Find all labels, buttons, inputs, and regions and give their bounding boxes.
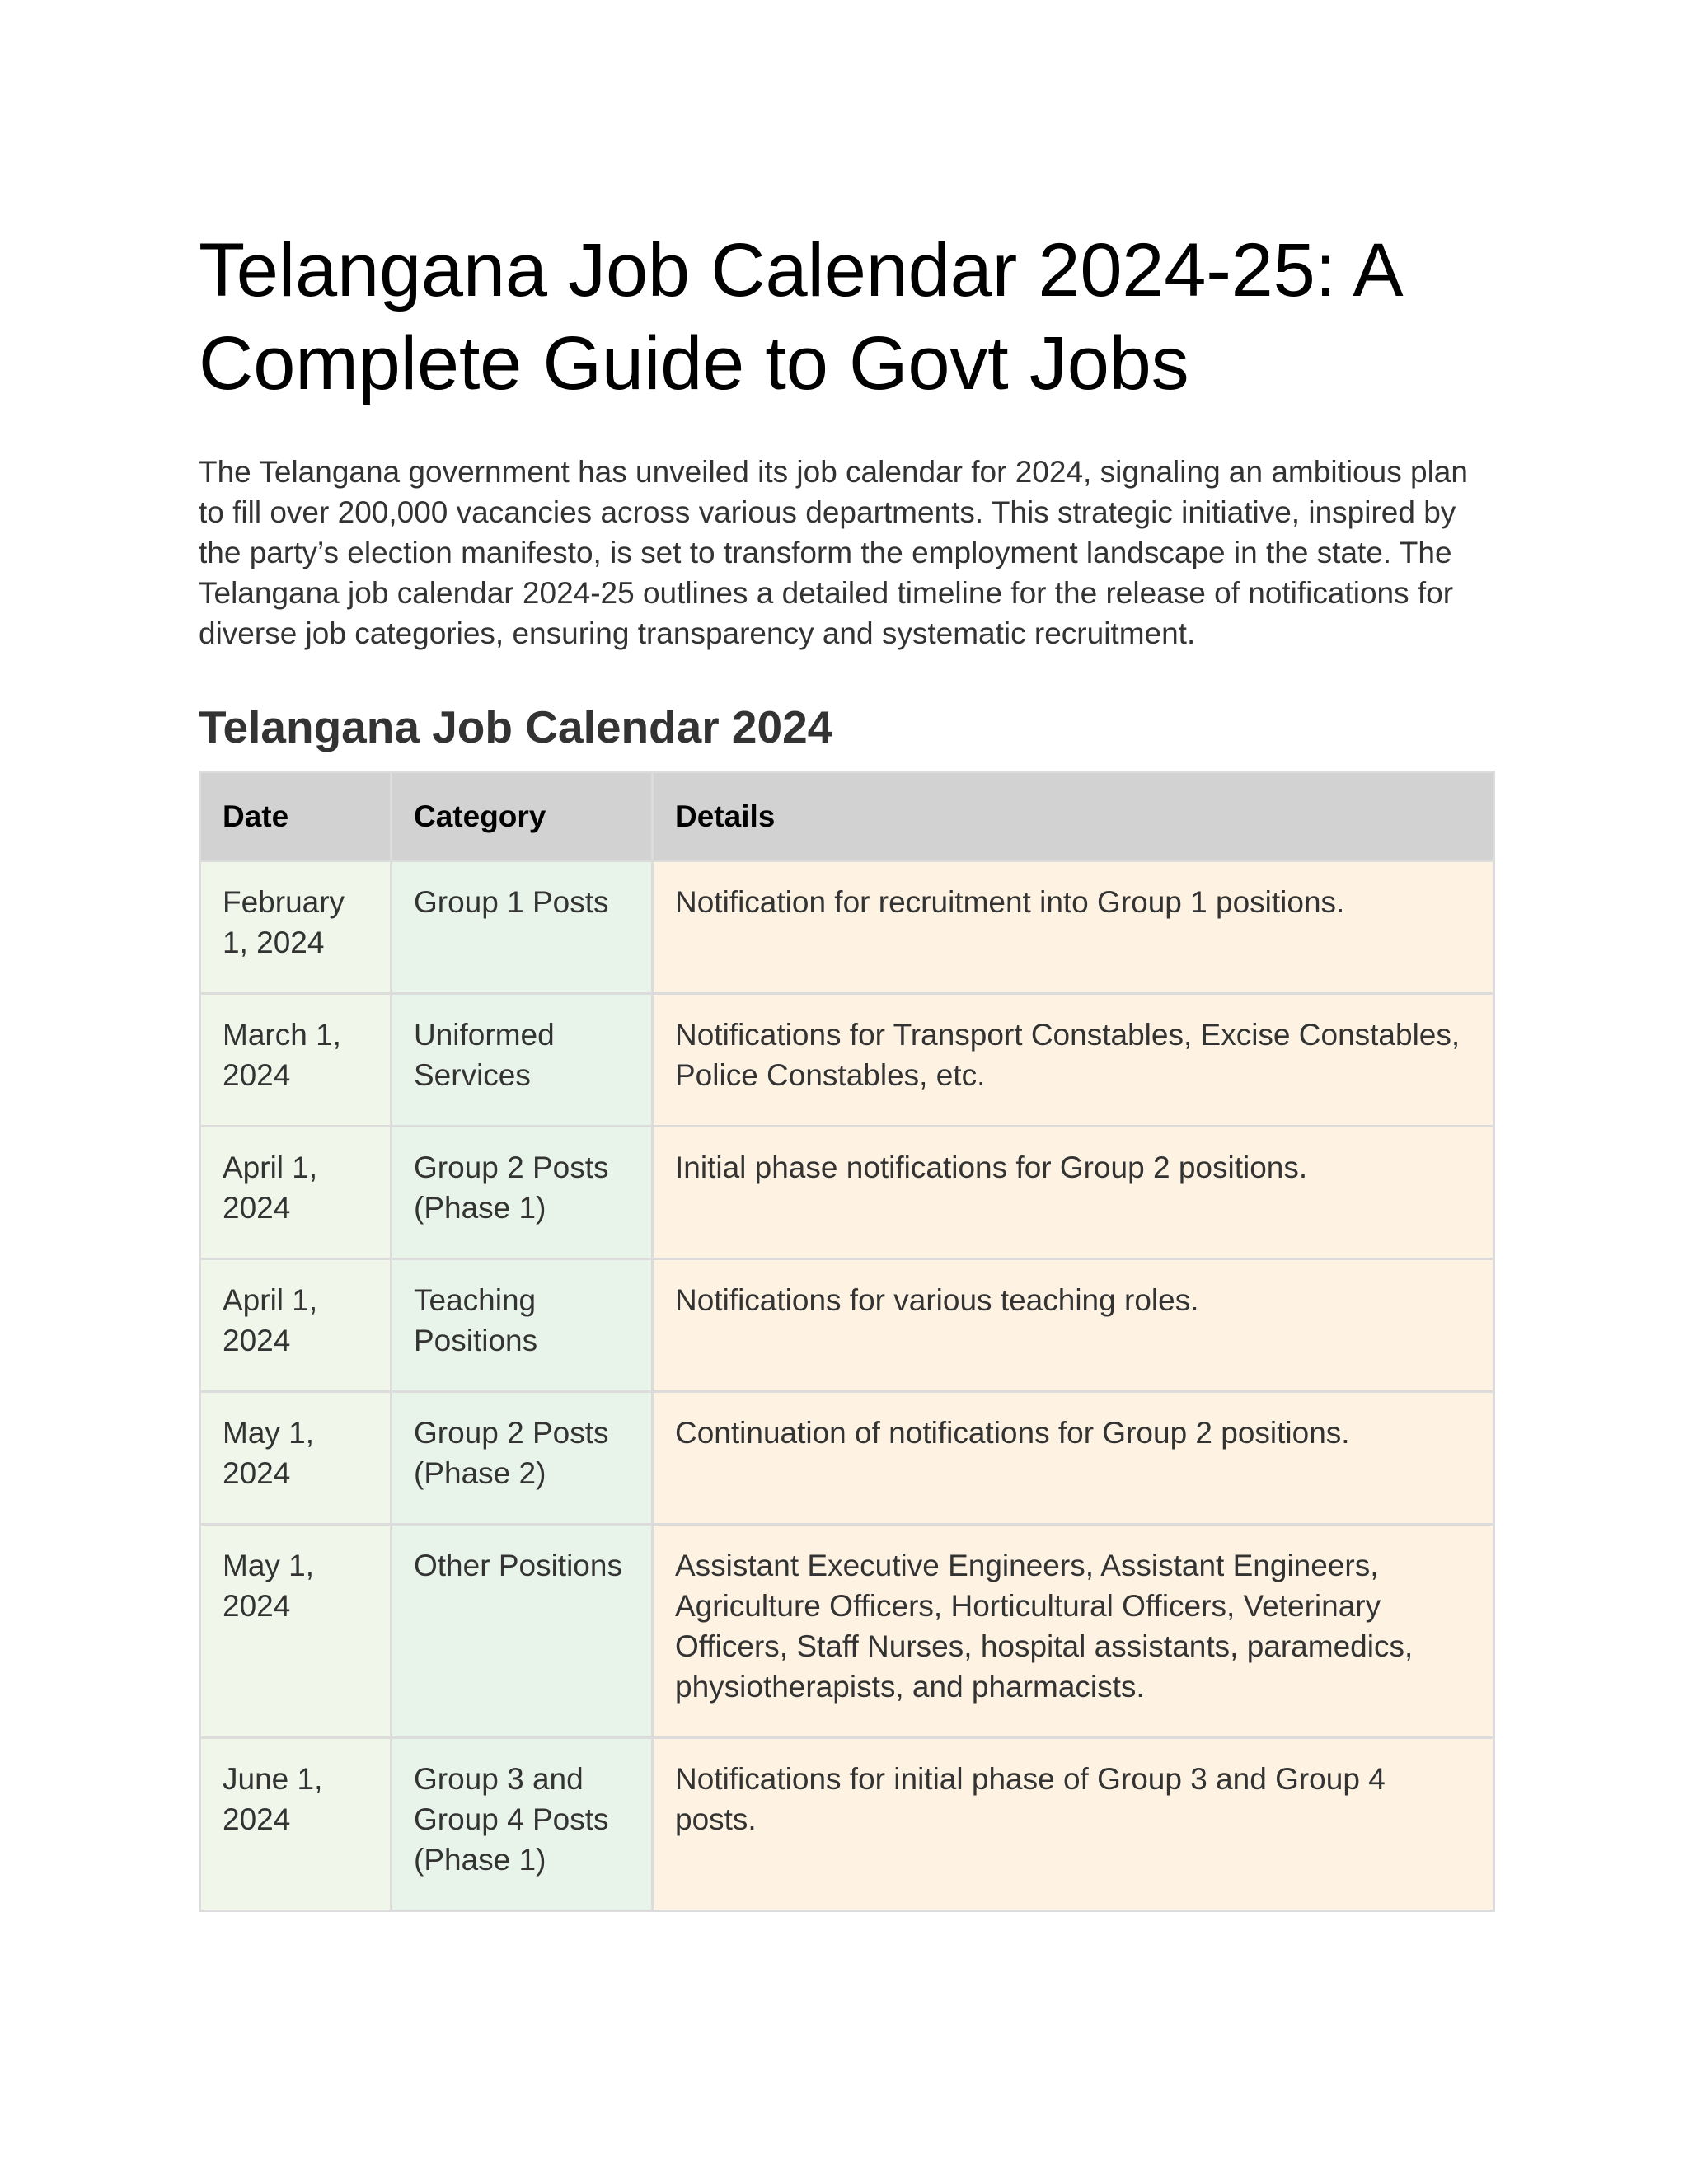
cell-details: Initial phase notifications for Group 2 positions. bbox=[653, 1127, 1494, 1259]
cell-category: Group 2 Posts (Phase 1) bbox=[392, 1127, 653, 1259]
section-heading: Telangana Job Calendar 2024 bbox=[199, 701, 833, 752]
intro-paragraph: The Telangana government has unveiled its job calendar for 2024, signaling an ambitious plan to fill over 200,000 vacancies across various departments. This strategic initiative, inspired by the party’s election manifesto, is set to transform the employment landscape in the state. The Telangana job calendar 2024-25 outlines a detailed timeline for the release of notifications for diverse job categories, ensuring transparency and systematic recruitment. bbox=[199, 455, 1468, 650]
cell-category: Teaching Positions bbox=[392, 1259, 653, 1392]
cell-details: Notification for recruitment into Group 1 positions. bbox=[653, 861, 1494, 994]
header-date: Date bbox=[200, 772, 392, 861]
cell-date: March 1, 2024 bbox=[200, 994, 392, 1127]
table-row bbox=[200, 1738, 1494, 1911]
cell-details: Notifications for Transport Constables, Excise Constables, Police Constables, etc. bbox=[653, 994, 1494, 1127]
document-page bbox=[199, 224, 1493, 1912]
job-calendar-table bbox=[199, 771, 1495, 1912]
header-category: Category bbox=[392, 772, 653, 861]
table-row bbox=[200, 994, 1494, 1127]
cell-category: Other Positions bbox=[392, 1525, 653, 1738]
cell-category: Group 1 Posts bbox=[392, 861, 653, 994]
cell-details: Notifications for various teaching roles. bbox=[653, 1259, 1494, 1392]
table-row bbox=[200, 1392, 1494, 1525]
cell-date: May 1, 2024 bbox=[200, 1392, 392, 1525]
page-title: Telangana Job Calendar 2024-25: A Complete Guide to Govt Jobs bbox=[199, 228, 1400, 405]
table-row bbox=[200, 861, 1494, 994]
cell-date: April 1, 2024 bbox=[200, 1259, 392, 1392]
cell-date: May 1, 2024 bbox=[200, 1525, 392, 1738]
cell-category: Group 2 Posts (Phase 2) bbox=[392, 1392, 653, 1525]
cell-date: February 1, 2024 bbox=[200, 861, 392, 994]
table-row bbox=[200, 1525, 1494, 1738]
cell-details: Notifications for initial phase of Group 3 and Group 4 posts. bbox=[653, 1738, 1494, 1911]
header-details: Details bbox=[653, 772, 1494, 861]
cell-details: Assistant Executive Engineers, Assistant Engineers, Agriculture Officers, Horticultural Officers, Veterinary Officers, Staff Nurses, hospital assistants, paramedics, physiotherapists, and pharmacists. bbox=[653, 1525, 1494, 1738]
cell-date: April 1, 2024 bbox=[200, 1127, 392, 1259]
cell-category: Uniformed Services bbox=[392, 994, 653, 1127]
table-header-row bbox=[200, 772, 1494, 861]
table-row bbox=[200, 1127, 1494, 1259]
cell-category: Group 3 and Group 4 Posts (Phase 1) bbox=[392, 1738, 653, 1911]
cell-date: June 1, 2024 bbox=[200, 1738, 392, 1911]
cell-details: Continuation of notifications for Group 2 positions. bbox=[653, 1392, 1494, 1525]
table-row bbox=[200, 1259, 1494, 1392]
